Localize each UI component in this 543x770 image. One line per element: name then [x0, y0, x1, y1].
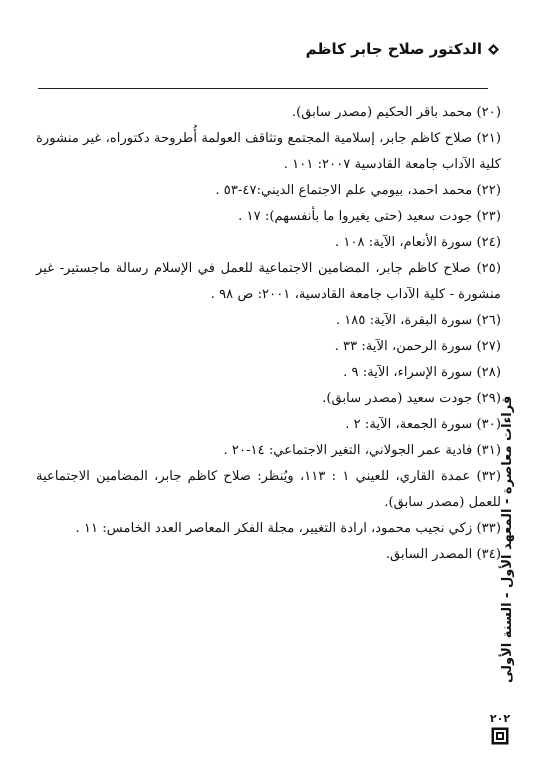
page-number: ٢٠٢: [489, 712, 511, 725]
footnotes-list: [36, 100, 501, 568]
side-title-container: [500, 395, 522, 683]
footnote-27: (٢٧) سورة الرحمن، الآية: ٣٣ .: [334, 339, 501, 354]
footnote-21: (٢١) صلاح كاظم جابر، إسلامية المجتمع وتثاقف العولمة أُطروحة دكتوراه، غير منشورة كلية الآداب جامعة القادسية ٢٠٠٧: ١٠١ .: [36, 131, 501, 172]
footnote-28: (٢٨) سورة الإسراء، الآية: ٩ .: [343, 365, 501, 380]
side-journal-title: قراءات معاصرة - المعهد الأول - السنة الأولى: [500, 395, 515, 683]
header-author: الدكتور صلاح جابر كاظم: [305, 40, 482, 58]
footnote-29: (٢٩) جودت سعيد (مصدر سابق).: [322, 391, 501, 406]
footnote-23: (٢٣) جودت سعيد (حتى يغيروا ما بأنفسهم): ١٧ .: [238, 209, 501, 224]
footnote-26: (٢٦) سورة البقرة، الآية: ١٨٥ .: [335, 313, 501, 328]
footnote-34: (٣٤) المصدر السابق.: [385, 547, 501, 562]
footnote-25: (٢٥) صلاح كاظم جابر، المضامين الاجتماعية للعمل في الإسلام رسالة ماجستير- غير منشورة - كلية الآداب جامعة القادسية، ٢٠٠١: ص ٩٨ .: [36, 261, 501, 302]
header-divider: [38, 88, 488, 89]
footnote-32: (٣٢) عمدة القاري، للعيني ١ : ١١٣، ويُنظر: صلاح كاظم جابر، المضامين الاجتماعية للعمل (مصدر سابق).: [36, 469, 501, 510]
running-header: [306, 40, 499, 58]
diamond-icon: [488, 44, 499, 55]
square-ornament-icon: [491, 727, 509, 745]
footnote-20: (٢٠) محمد باقر الحكيم (مصدر سابق).: [291, 105, 501, 120]
footnote-33: (٣٣) زكي نجيب محمود، ارادة التغيير، مجلة الفكر المعاصر العدد الخامس: ١١ .: [75, 521, 501, 536]
footnote-30: (٣٠) سورة الجمعة، الآية: ٢ .: [345, 417, 501, 432]
footnote-22: (٢٢) محمد احمد، بيومي علم الاجتماع الديني:٤٧-٥٣ .: [215, 183, 501, 198]
footnote-24: (٢٤) سورة الأنعام، الآية: ١٠٨ .: [334, 235, 501, 250]
footnote-31: (٣١) فادية عمر الجولاني، التغير الاجتماعي: ١٤-٢٠ .: [223, 443, 501, 458]
